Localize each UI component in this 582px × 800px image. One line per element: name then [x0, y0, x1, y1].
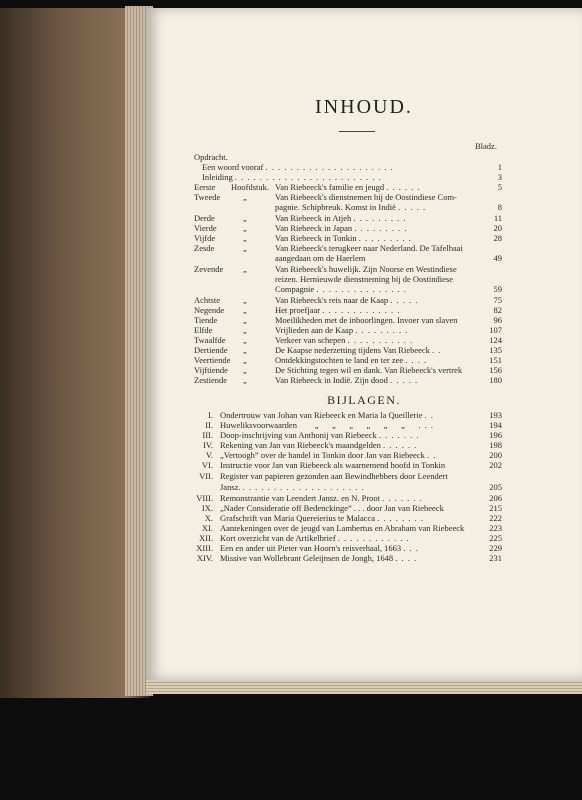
chapter-title: Van Riebeeck in Atjeh . . . . . . . . .	[275, 213, 407, 223]
chapter-num: Eerste	[194, 182, 216, 192]
appendix-title: Missive van Wollebrant Geleijnsen de Jongh, 1648 . . . .	[220, 553, 418, 563]
chapter-title: Van Riebeeck's familie en jeugd . . . . . .	[275, 182, 421, 192]
appendix-page: 231	[489, 553, 502, 563]
appendix-page: 229	[489, 543, 502, 553]
page-title: INHOUD.	[315, 96, 413, 118]
appendix-title: Ondertrouw van Johan van Riebeeck en Maria la Queillerie . .	[220, 410, 435, 420]
chapter-title: Vrijlieden aan de Kaap . . . . . . . . .	[275, 325, 409, 335]
chapter-title-cont: Compagnie . . . . . . . . . . . . . . .	[275, 284, 407, 294]
appendix-num: IX.	[201, 503, 213, 513]
chapter-page: 124	[489, 335, 502, 345]
chapter-num: Zesde	[194, 243, 215, 253]
appendix-num: VII.	[199, 471, 213, 481]
chapter-num: Tiende	[194, 315, 218, 325]
chapter-num: Vierde	[194, 223, 217, 233]
appendix-page: 225	[489, 533, 502, 543]
appendix-page: 202	[489, 460, 502, 470]
appendix-num: XIII.	[196, 543, 213, 553]
chapter-title: Van Riebeeck in Indië. Zijn dood . . . . .	[275, 375, 419, 385]
appendix-num: IV.	[203, 440, 213, 450]
chapter-page: 180	[489, 375, 502, 385]
appendix-num: III.	[202, 430, 213, 440]
chapter-num: Vijfde	[194, 233, 216, 243]
chapter-label: „	[243, 213, 247, 223]
front-entry: Een woord vooraf . . . . . . . . . . . . . . . . . . . . .	[202, 162, 394, 172]
chapter-page: 28	[493, 233, 502, 243]
appendix-num: V.	[205, 450, 213, 460]
chapter-page: 96	[493, 315, 502, 325]
chapter-page: 49	[493, 253, 502, 263]
chapter-page: 11	[493, 213, 502, 223]
chapter-page: 107	[489, 325, 502, 335]
chapter-num: Vijftiende	[194, 365, 228, 375]
chapter-label: „	[243, 375, 247, 385]
chapter-label: „	[243, 243, 247, 253]
opdracht-entry: Opdracht.	[194, 152, 228, 162]
chapter-title-cont: reizen. Hernieuwde dienstneming bij de Oostindiese	[275, 274, 453, 284]
appendix-num: II.	[205, 420, 213, 430]
front-entry-page: 1	[497, 162, 502, 172]
chapter-label: „	[243, 325, 247, 335]
chapter-num: Twaalfde	[194, 335, 226, 345]
chapter-page: 75	[493, 295, 502, 305]
chapter-num: Achtste	[194, 295, 220, 305]
appendix-page: 205	[489, 482, 502, 492]
chapter-title: Het proefjaar . . . . . . . . . . . . .	[275, 305, 401, 315]
chapter-page: 8	[497, 202, 502, 212]
chapter-num: Veertiende	[194, 355, 231, 365]
appendix-page: 206	[489, 493, 502, 503]
chapter-num: Elfde	[194, 325, 213, 335]
chapter-label: „	[243, 305, 247, 315]
chapter-num: Tweede	[194, 192, 221, 202]
chapter-label: „	[243, 233, 247, 243]
chapter-num: Negende	[194, 305, 225, 315]
chapter-label: „	[243, 192, 247, 202]
page-bottom-edge	[146, 680, 582, 694]
appendix-num: VI.	[201, 460, 213, 470]
appendix-title: Rekening van Jan van Riebeeck's maandgelden . . . . . .	[220, 440, 418, 450]
chapter-label: „	[243, 365, 247, 375]
chapter-label: „	[243, 345, 247, 355]
appendix-title-cont: Jansz. . . . . . . . . . . . . . . . . . . . .	[220, 482, 365, 492]
chapter-num: Dertiende	[194, 345, 228, 355]
chapter-page: 59	[493, 284, 502, 294]
chapter-title: De Kaapse nederzetting tijdens Van Riebeeck . .	[275, 345, 442, 355]
chapter-page: 151	[489, 355, 502, 365]
chapter-page: 82	[493, 305, 502, 315]
appendix-title: Instructie voor Jan van Riebeeck als waarnemend hoofd in Tonkin	[220, 460, 446, 470]
appendix-title: Een en ander uit Pieter van Hoorn's reisverhaal, 1663 . . .	[220, 543, 419, 553]
appendix-title: Doop-inschrijving van Anthonij van Riebeeck . . . . . . .	[220, 430, 420, 440]
appendix-page: 193	[489, 410, 502, 420]
chapter-label: „	[243, 223, 247, 233]
appendix-page: 194	[489, 420, 502, 430]
appendix-title: „Nader Consideratie off Bedenckinge” . . . door Jan van Riebeeck	[220, 503, 444, 513]
chapter-page: 5	[497, 182, 502, 192]
chapter-label: „	[243, 295, 247, 305]
appendix-title: „Vertoogh” over de handel in Tonkin door Jan van Riebeeck . .	[220, 450, 437, 460]
appendix-num: XIV.	[196, 553, 213, 563]
chapter-num: Derde	[194, 213, 215, 223]
chapter-title: Van Riebeeck in Tonkin . . . . . . . . .	[275, 233, 412, 243]
appendix-num: X.	[204, 513, 213, 523]
chapter-title: Van Riebeeck's huwelijk. Zijn Noorse en Westindiese	[275, 264, 457, 274]
appendix-num: XII.	[199, 533, 213, 543]
chapter-label: „	[243, 315, 247, 325]
appendix-title: Remonstrantie van Leendert Jansz. en N. Proot . . . . . . .	[220, 493, 423, 503]
appendix-page: 200	[489, 450, 502, 460]
bijlagen-heading: BIJLAGEN.	[327, 393, 401, 407]
page-column-header: Bladz.	[475, 141, 497, 151]
chapter-title-cont: aangedaan om de Haerlem	[275, 253, 366, 263]
appendix-title: Kort overzicht van de Artikelbrief . . . . . . . . . . . .	[220, 533, 410, 543]
appendix-title: Register van papieren gezonden aan Bewindhebbers door Leendert	[220, 471, 448, 481]
chapter-label: „	[243, 335, 247, 345]
appendix-page: 196	[489, 430, 502, 440]
chapter-title: Van Riebeeck in Japan . . . . . . . . .	[275, 223, 408, 233]
appendix-num: VIII.	[196, 493, 213, 503]
front-entry: Inleiding . . . . . . . . . . . . . . . . . . . . . . . .	[202, 172, 382, 182]
chapter-title-cont: pagnie. Schipbreuk. Komst in Indië . . . . .	[275, 202, 427, 212]
appendix-page: 222	[489, 513, 502, 523]
chapter-page: 135	[489, 345, 502, 355]
appendix-page: 198	[489, 440, 502, 450]
title-rule	[339, 131, 375, 132]
appendix-title: Aantekeningen over de jeugd van Lambertus en Abraham van Riebeeck	[220, 523, 465, 533]
appendix-title: Grafschrift van Maria Quereierius te Malacca . . . . . . . .	[220, 513, 425, 523]
chapter-title: De Stichting tegen wil en dank. Van Riebeeck's vertrek	[275, 365, 463, 375]
chapter-label: Hoofdstuk.	[231, 182, 270, 192]
chapter-title: Ontdekkingstochten te land en ter zee . . . .	[275, 355, 428, 365]
chapter-num: Zestiende	[194, 375, 228, 385]
chapter-title: Van Riebeeck's reis naar de Kaap . . . . .	[275, 295, 419, 305]
appendix-num: I.	[208, 410, 213, 420]
appendix-num: XI.	[201, 523, 213, 533]
chapter-label: „	[243, 264, 247, 274]
chapter-page: 156	[489, 365, 502, 375]
chapter-title: Van Riebeeck's dienstnemen bij de Oostindiese Com-	[275, 192, 457, 202]
chapter-title: Verkeer van schepen . . . . . . . . . . .	[275, 335, 414, 345]
chapter-title: Moeilikheden met de inboorlingen. Invoer van slaven	[275, 315, 458, 325]
chapter-label: „	[243, 355, 247, 365]
chapter-num: Zevende	[194, 264, 224, 274]
chapter-title: Van Riebeeck's terugkeer naar Nederland. De Tafelbaai	[275, 243, 463, 253]
appendix-page: 223	[489, 523, 502, 533]
front-entry-page: 3	[497, 172, 502, 182]
chapter-page: 20	[493, 223, 502, 233]
appendix-title: Huweliksvoorwaarden „ „ „ „ „ „ . . .	[220, 420, 434, 430]
appendix-page: 215	[489, 503, 502, 513]
